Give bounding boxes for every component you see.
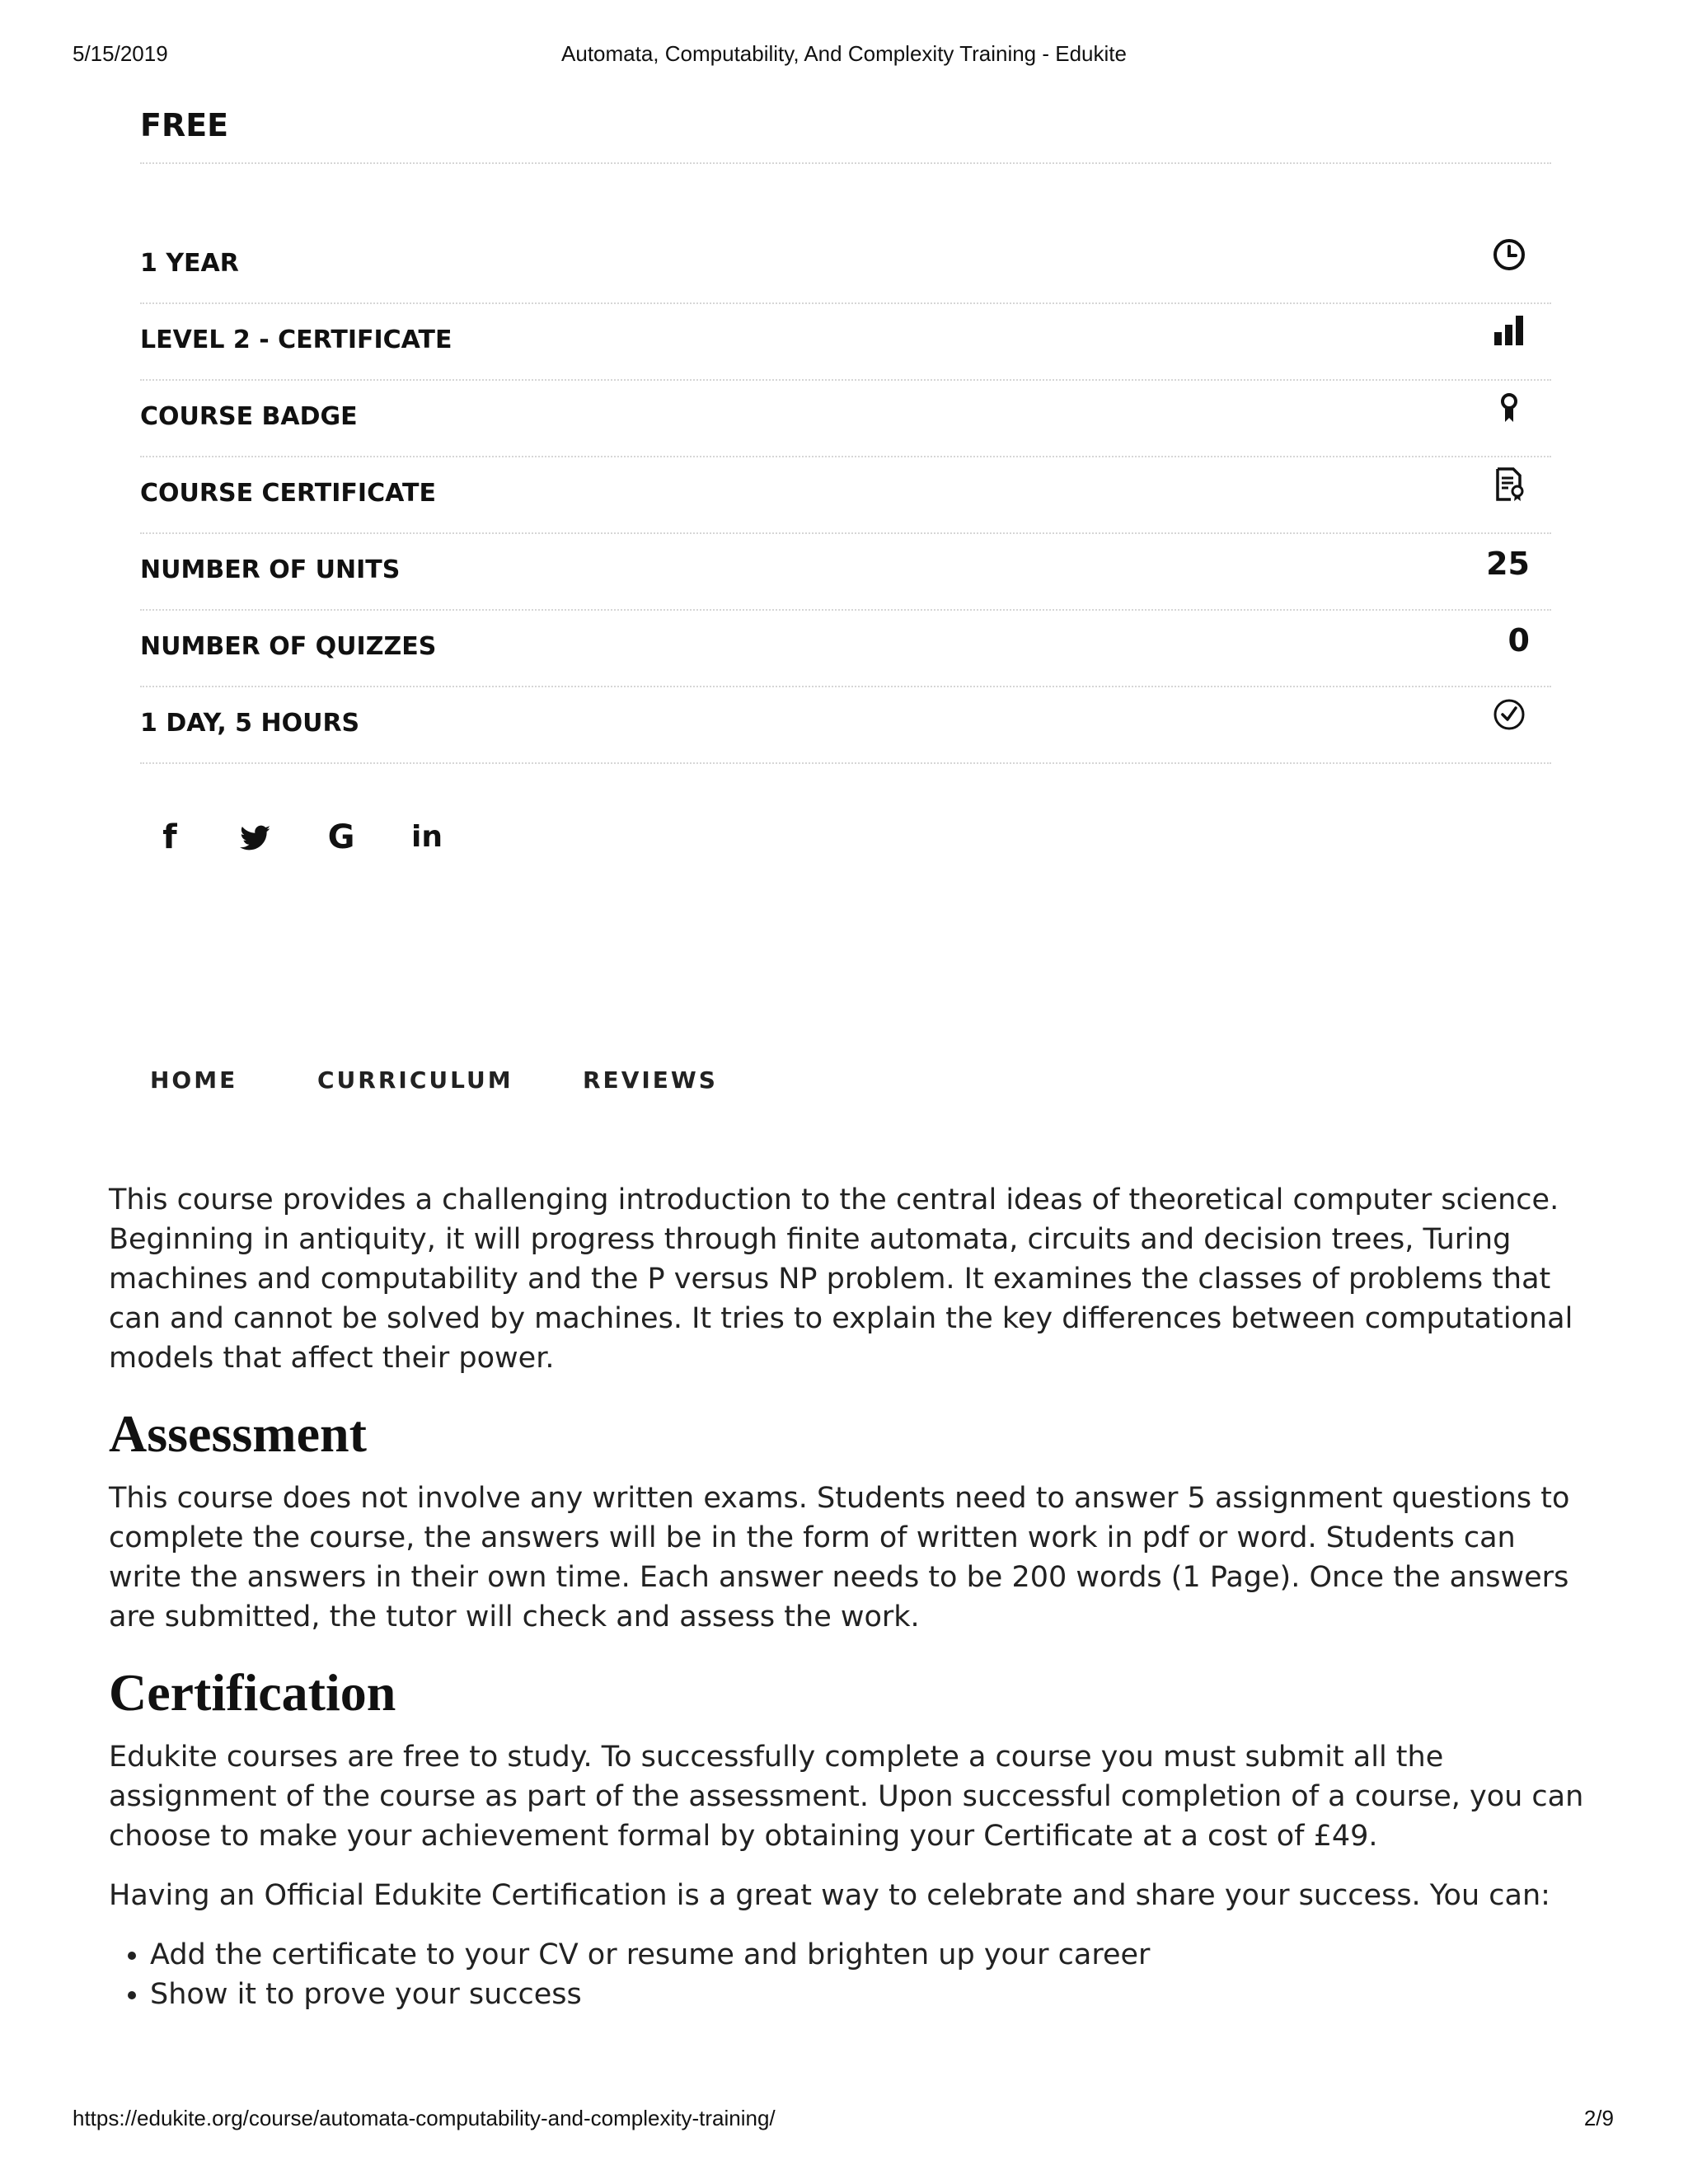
intro-paragraph: This course provides a challenging introduction to the central ideas of theoretical computer science. Beginning in antiquity, it will progress through finite automata, circuits and decision trees, Turing machines and computability and the P versus NP problem. It examines the classes of problems that can and cannot be solved by machines. It tries to explain the key differences between computational models that affect their power. [109,1183,1573,1375]
benefits-list [109,1935,1592,2014]
feature-label: COURSE CERTIFICATE [140,479,436,508]
tab-home[interactable]: HOME [150,1066,238,1094]
facebook-icon[interactable]: f [162,818,177,856]
feature-label: COURSE BADGE [140,402,358,431]
badge-icon [1490,389,1528,427]
feature-row-duration [140,227,1551,304]
course-description [109,1180,1592,2014]
assessment-paragraph: This course does not involve any written exams. Students need to answer 5 assignment questions to complete the course, the answers will be in the form of written work in pdf or word. Students can write the answers in their own time. Each answer needs to be 200 words (1 Page). Once the answers are submitted, the tutor will check and assess the work. [109,1482,1570,1633]
twitter-icon[interactable] [234,816,277,859]
google-icon[interactable]: G [327,818,355,856]
certificate-icon [1490,466,1528,504]
course-price: FREE [140,107,229,143]
feature-label: NUMBER OF QUIZZES [140,632,437,661]
tab-reviews[interactable]: REVIEWS [583,1066,718,1094]
linkedin-icon[interactable]: in [411,820,443,854]
feature-row-badge [140,381,1551,457]
clock-icon [1490,236,1528,274]
feature-row-time [140,687,1551,764]
list-item: • Show it to prove your success [150,1975,1592,2014]
units-count: 25 [1486,546,1530,582]
feature-label: 1 YEAR [140,249,239,278]
feature-row-units [140,534,1551,611]
bar-chart-icon [1490,312,1528,350]
course-features [140,227,1551,764]
page-number: 2/9 [1583,2106,1614,2130]
feature-row-certificate [140,457,1551,534]
certification-heading: Certification [109,1663,396,1722]
print-date: 5/15/2019 [73,41,168,66]
certification-paragraph-2: Having an Official Edukite Certification is a great way to celebrate and share your success. You can: [109,1879,1550,1912]
feature-row-level [140,304,1551,381]
feature-label: LEVEL 2 - CERTIFICATE [140,326,452,354]
print-header [0,41,1688,74]
tab-curriculum[interactable]: CURRICULUM [317,1066,513,1094]
check-clock-icon [1490,696,1528,733]
feature-label: NUMBER OF UNITS [140,555,401,584]
feature-label: 1 DAY, 5 HOURS [140,709,360,738]
assessment-heading: Assessment [109,1404,367,1463]
print-url: https://edukite.org/course/automata-computability-and-complexity-training/ [73,2106,776,2130]
print-footer [0,2106,1688,2139]
quizzes-count: 0 [1507,622,1530,658]
certification-paragraph: Edukite courses are free to study. To successfully complete a course you must submit all the assignment of the course as part of the assessment. Upon successful completion of a course, you can choose to make your achievement formal by obtaining your Certificate at a cost of £49. [109,1741,1584,1853]
feature-row-quizzes [140,611,1551,687]
price-divider [140,162,1551,164]
list-item: • Add the certificate to your CV or resume and brighten up your career [150,1935,1592,1975]
print-title: Automata, Computability, And Complexity Training - Edukite [561,41,1127,66]
